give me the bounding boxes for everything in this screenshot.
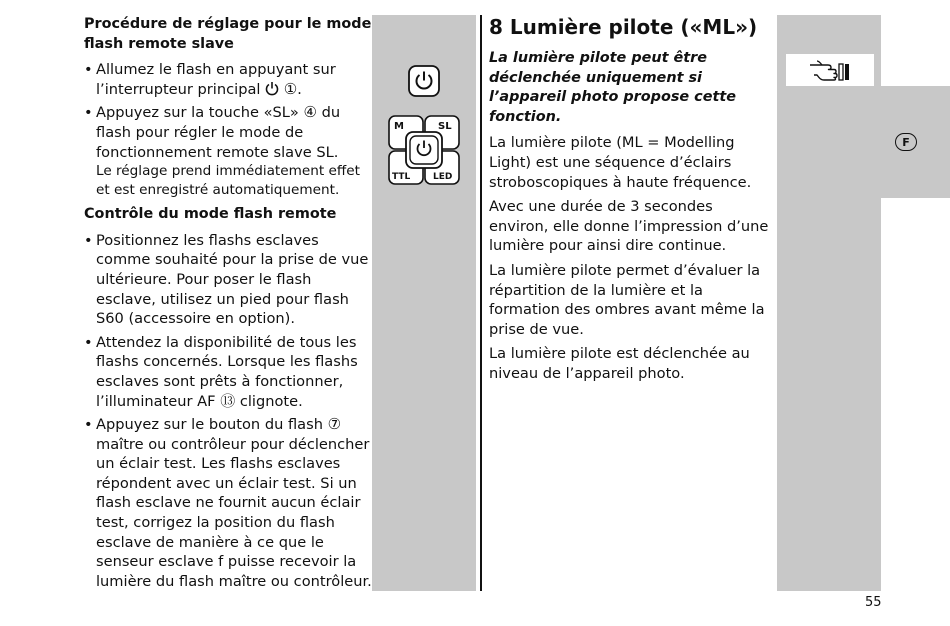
lead-note: La lumière pilote peut être déclenchée uniquement si l’appareil photo propose cette fonction. [489, 50, 736, 125]
right-margin-strip [777, 15, 881, 591]
main-column [489, 15, 774, 389]
pad-label-led: LED [433, 172, 453, 182]
control-steps [84, 231, 372, 592]
note-text: Le réglage prend immédiatement effet et est enregistré automatiquement. [96, 163, 360, 198]
section-heading-control: Contrôle du mode flash remote [84, 206, 337, 223]
list-item: • Positionnez les flashs esclaves comme souhaité pour la prise de vue ultérieure. Pour poser le flash esclave, utilisez un pied pour flash S60 (accessoire en option). [84, 231, 372, 329]
section-heading-setup: Procédure de réglage pour le mode flash remote slave [84, 16, 372, 52]
power-icon [265, 81, 279, 96]
setup-steps [84, 60, 372, 199]
power-icon [408, 65, 440, 97]
pointing-hand-icon [808, 59, 852, 81]
paragraph: La lumière pilote permet d’évaluer la répartition de la lumière et la formation des ombres avant même la prise de vue. [489, 261, 765, 338]
page-number: 55 [865, 595, 882, 610]
list-item: • Attendez la disponibilité de tous les flashs concernés. Lorsque les flashs esclaves sont prêts à fonctionner, l’illuminateur AF ⑬ clignote. [84, 333, 372, 411]
list-item: • Allumez le flash en appuyant sur l’interrupteur principal ①. [84, 60, 372, 99]
language-badge: F [895, 133, 917, 151]
column-divider [480, 15, 482, 591]
paragraph: La lumière pilote est déclenchée au niveau de l’appareil photo. [489, 345, 750, 382]
icon-strip [372, 15, 476, 591]
pad-label-m: M [394, 121, 404, 132]
paragraph: La lumière pilote (ML = Modelling Light) est une séquence d’éclairs stroboscopiques à haute fréquence. [489, 134, 752, 191]
pad-label-sl: SL [438, 121, 452, 132]
list-item: • Appuyez sur la touche «SL» ④ du flash pour régler le mode de fonctionnement remote slave SL. Le réglage prend immédiatement effet et est enregistré automatiquement. [84, 103, 372, 199]
list-item: • Appuyez sur le bouton du flash ⑦ maître ou contrôleur pour déclencher un éclair test. Les flashs esclaves répondent avec un éclair test. Si un flash esclave ne fournit aucun éclair test, corrigez la position du flash esclave de manière à ce que le senseur esclave f puisse recevoir la lumière du flash maître ou contrôleur. [84, 415, 372, 591]
left-column [84, 15, 372, 597]
page-title: 8 Lumière pilote («ML») [489, 15, 758, 39]
paragraph: Avec une durée de 3 secondes environ, elle donne l’impression d’une lumière pour ainsi dire continue. [489, 198, 769, 255]
control-pad-icon [388, 115, 460, 185]
pad-label-ttl: TTL [392, 172, 411, 182]
hint-box [786, 54, 874, 86]
